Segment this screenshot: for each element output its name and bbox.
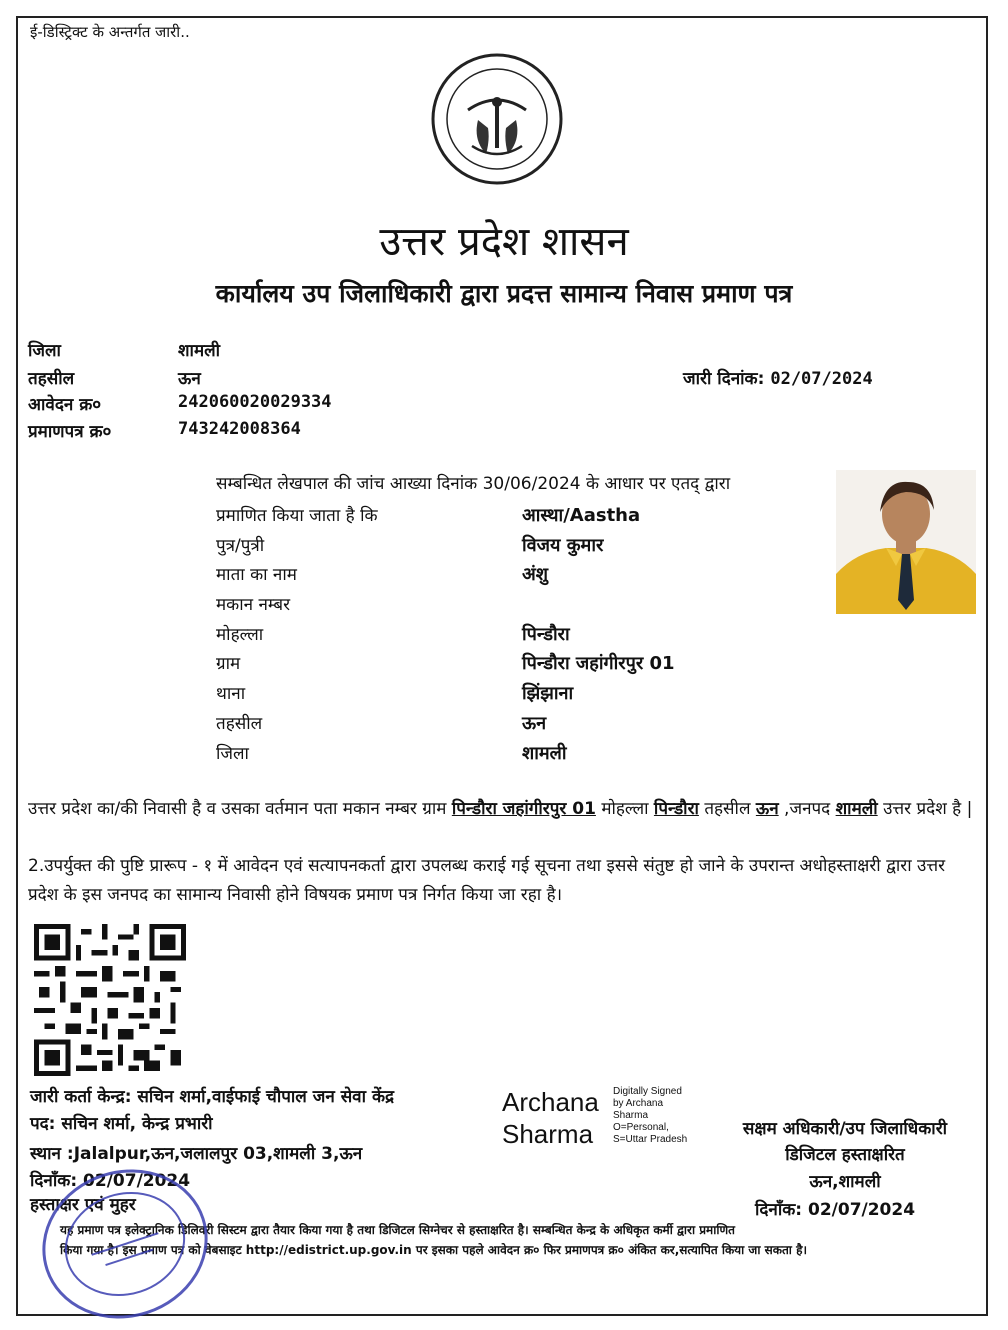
detail-label-parent: पुत्र/पुत्री	[216, 536, 265, 556]
detail-label-certified: प्रमाणित किया जाता है कि	[216, 506, 378, 526]
signature-detail-line: Sharma	[613, 1110, 649, 1121]
detail-label-tehsil: तहसील	[216, 714, 263, 734]
residence-paragraph	[28, 795, 978, 824]
document-title: उत्तर प्रदेश शासन	[379, 219, 629, 265]
authority-title: सक्षम अधिकारी/उप जिलाधिकारी	[742, 1119, 948, 1139]
signature-name-line2: Sharma	[502, 1119, 594, 1149]
residence-text-3: तहसील	[698, 799, 756, 819]
issuer-place: स्थान :Jalalpur,ऊन,जलालपुर 03,शामली 3,ऊन	[30, 1144, 363, 1164]
footer-note-line2: किया गया है। इस प्रमाण पत्र को वेबसाइट http://edistrict.up.gov.in पर इसका पहले आवेदन क्र० फिर प्रमाणपत्र क्र० अंकित कर,सत्यापित किया जा सकता है।	[60, 1243, 807, 1257]
detail-value-tehsil: ऊन	[522, 713, 547, 734]
signature-detail-line: S=Uttar Pradesh	[613, 1134, 688, 1145]
info-label-certificate-no: प्रमाणपत्र क्र०	[28, 422, 112, 442]
info-value-district: शामली	[178, 341, 221, 361]
verification-qr-code	[34, 924, 186, 1076]
detail-label-district: जिला	[216, 744, 249, 764]
verification-intro: सम्बन्धित लेखपाल की जांच आख्या दिनांक 30/06/2024 के आधार पर एतद् द्वारा	[216, 474, 731, 494]
residence-text-5: उत्तर प्रदेश है |	[877, 799, 973, 819]
authority-digital-signed: डिजिटल हस्ताक्षरित	[785, 1145, 905, 1165]
top-note: ई-डिस्ट्रिक्ट के अन्तर्गत जारी..	[30, 23, 190, 41]
issuer-date: दिनाँक: 02/07/2024	[30, 1171, 191, 1191]
residence-text-1: उत्तर प्रदेश का/की निवासी है व उसका वर्तमान पता मकान नम्बर ग्राम	[28, 799, 452, 819]
info-label-district: जिला	[28, 341, 61, 361]
issuing-center: जारी कर्ता केन्द्र: सचिन शर्मा,वाईफाई चौपाल जन सेवा केंद्र	[30, 1087, 395, 1107]
applicant-photo	[836, 470, 976, 614]
residence-text-2: मोहल्ला	[595, 799, 654, 819]
residence-text-4: ,जनपद	[778, 799, 836, 819]
residence-mohalla: पिन्डौरा	[653, 799, 699, 819]
detail-value-village: पिन्डौरा जहांगीरपुर 01	[522, 653, 675, 674]
issue-date	[683, 366, 873, 389]
issuer-post: पद: सचिन शर्मा, केन्द्र प्रभारी	[30, 1114, 213, 1134]
signature-name-line1: Archana	[502, 1087, 599, 1117]
detail-label-mohalla: मोहल्ला	[216, 625, 264, 645]
detail-value-police-station: झिंझाना	[522, 683, 574, 704]
residence-district: शामली	[835, 799, 878, 819]
info-value-tehsil: ऊन	[178, 369, 201, 389]
issuer-sign-seal: हस्ताक्षर एवं मुहर	[30, 1195, 136, 1215]
digital-signature-details	[613, 1086, 687, 1146]
authority-location: ऊन,शामली	[809, 1172, 881, 1192]
signature-detail-line: Digitally Signed	[613, 1086, 682, 1097]
detail-label-police-station: थाना	[216, 684, 246, 704]
info-label-tehsil: तहसील	[28, 369, 75, 389]
document-subtitle: कार्यालय उप जिलाधिकारी द्वारा प्रदत्त सामान्य निवास प्रमाण पत्र	[215, 279, 793, 308]
issue-date-value: 02/07/2024	[770, 369, 873, 389]
detail-value-name: आस्था/Aastha	[522, 505, 641, 526]
detail-value-district: शामली	[522, 743, 567, 764]
detail-label-house-no: मकान नम्बर	[216, 595, 291, 615]
info-value-certificate-no: 743242008364	[178, 419, 301, 439]
issue-date-label: जारी दिनांक:	[683, 369, 765, 389]
up-government-emblem	[428, 50, 566, 188]
info-value-application-no: 242060020029334	[178, 392, 332, 412]
confirmation-paragraph: 2.उपर्युक्त की पुष्टि प्रारूप - १ में आवेदन एवं सत्यापनकर्ता द्वारा उपलब्ध कराई गई सूचना तथा इससे संतुष्ट हो जाने के उपरान्त अधोहस्ताक्षरी द्वारा उत्तर प्रदेश के इस जनपद का सामान्य निवासी होने विषयक प्रमाण पत्र निर्गत किया जा रहा है।	[28, 856, 946, 905]
digital-signature-name	[502, 1086, 599, 1150]
footer-note-line1: यह प्रमाण पत्र इलेक्ट्रानिक डिलिवरी सिस्टम द्वारा तैयार किया गया है तथा डिजिटल सिग्नेचर से हस्ताक्षरित है। सम्बन्धित केन्द्र के अधिकृत कर्मी द्वारा प्रमाणित	[60, 1223, 735, 1237]
residence-tehsil: ऊन	[755, 799, 779, 819]
detail-value-mohalla: पिन्डौरा	[522, 624, 570, 645]
detail-label-mother: माता का नाम	[216, 565, 297, 585]
detail-value-mother: अंशु	[522, 564, 548, 585]
info-label-application-no: आवेदन क्र०	[28, 395, 102, 415]
detail-value-father: विजय कुमार	[522, 535, 604, 556]
detail-label-village: ग्राम	[216, 654, 241, 674]
signature-detail-line: by Archana	[613, 1098, 664, 1109]
authority-date: दिनाँक: 02/07/2024	[754, 1200, 916, 1220]
center-seal-stamp	[30, 1158, 220, 1330]
signature-detail-line: O=Personal,	[613, 1122, 669, 1133]
residence-village: पिन्डौरा जहांगीरपुर 01	[451, 799, 596, 819]
